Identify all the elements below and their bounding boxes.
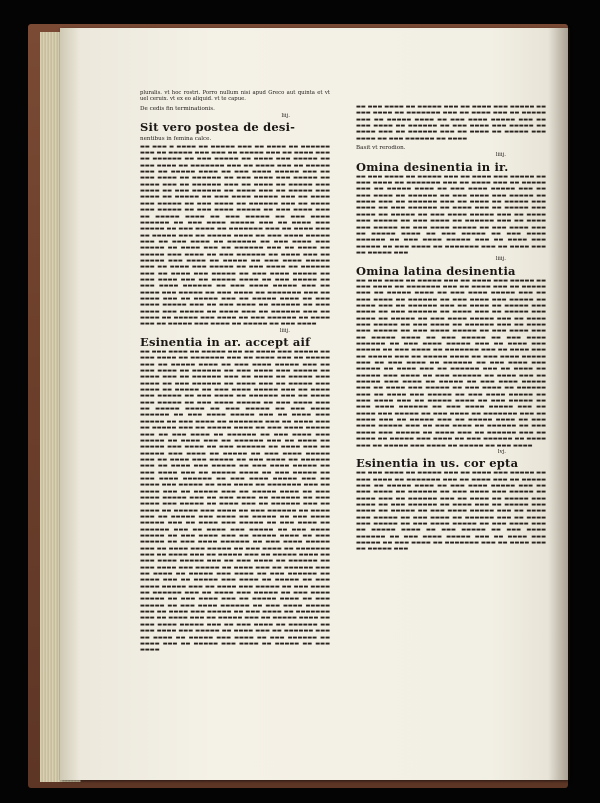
right-text-column (356, 104, 546, 736)
right-section-number: liiij. (495, 152, 506, 159)
right-head-note: Basit vt rerodion. (356, 145, 406, 152)
left-section-number: liij. (281, 113, 290, 120)
gutter-shadow (548, 28, 570, 780)
left-section-heading: De cedis fin terminationis. (140, 105, 215, 112)
right-lead-line: Omina desinentia in ir. (356, 159, 509, 174)
right-section-number-3: lvj. (497, 448, 506, 455)
right-lead-line-2: Omina latina desinentia (356, 263, 516, 278)
left-text-column (140, 90, 330, 760)
right-section-number-2: liiij. (495, 256, 506, 263)
left-lead-line-2: Esinentia in ar. accept aif (140, 335, 311, 350)
left-body-block-2: ▬▬ ▬▬▬ ▬▬▬▬ ▬▬ ▬▬▬▬▬ ▬▬▬ ▬▬ ▬▬▬▬ ▬▬▬ ▬▬▬▬▬ ▬▬ ▬▬▬ ▬▬▬▬ ▬▬ ▬▬▬▬▬▬▬ ▬▬▬ ▬▬ ▬▬▬▬ ▬▬▬ ▬▬ ▬▬▬▬▬ ▬▬▬ ▬▬ ▬▬▬▬▬ ▬▬▬▬ ▬▬ ▬▬▬ ▬▬▬▬ ▬▬▬▬▬ ▬▬▬ ▬▬ ▬▬▬ ▬▬▬▬ ▬▬ ▬▬▬▬▬▬ ▬▬ ▬▬▬ ▬▬▬▬ ▬▬▬ ▬▬▬▬▬ ▬▬ ▬▬▬▬ ▬▬▬ ▬▬ ▬▬▬▬▬▬ ▬▬▬ ▬▬ ▬▬▬▬ ▬▬ ▬▬▬▬▬ ▬▬▬ ▬▬▬▬ ▬▬ ▬▬▬ ▬▬▬▬▬▬ ▬▬ ▬▬▬▬ ▬▬▬ ▬▬ ▬▬▬▬▬ ▬▬▬ ▬▬▬▬ ▬▬ ▬▬▬▬▬ ▬▬ ▬▬▬ ▬▬▬▬ ▬▬▬▬▬ ▬▬▬ ▬▬ ▬▬▬▬ ▬▬▬ ▬▬▬▬▬ ▬▬ ▬▬▬ ▬▬▬▬ ▬▬ ▬▬▬▬▬▬ ▬▬▬ ▬▬ ▬▬▬▬ ▬▬▬ ▬▬▬▬▬ ▬▬ ▬▬▬ ▬▬▬▬ ▬▬▬▬▬ ▬▬ ▬▬▬ ▬▬▬▬ ▬▬▬ ▬▬ ▬▬▬▬▬ ▬▬▬▬ ▬▬ ▬▬▬ ▬▬▬▬▬ ▬▬ ▬▬▬ ▬▬▬▬ ▬▬▬▬▬▬ ▬▬ ▬▬▬ ▬▬▬▬ ▬▬▬▬▬ ▬▬▬ ▬▬ ▬▬▬▬ ▬▬▬ ▬▬▬▬▬ ▬▬ ▬▬▬ ▬▬▬▬ ▬▬ ▬▬▬▬▬▬▬ ▬▬▬ ▬▬ ▬▬▬▬ ▬▬▬ ▬▬ ▬▬▬▬▬ ▬▬▬ ▬▬ ▬▬▬▬▬ ▬▬▬▬ ▬▬ ▬▬▬ ▬▬▬▬ ▬▬▬▬▬ ▬▬▬ ▬▬ ▬▬▬ ▬▬▬▬ ▬▬ ▬▬▬▬▬▬ ▬▬ ▬▬▬ ▬▬▬▬ ▬▬▬ ▬▬▬▬▬ ▬▬ ▬▬▬▬ ▬▬▬ ▬▬ ▬▬▬▬▬▬ ▬▬▬ ▬▬ ▬▬▬▬ ▬▬ ▬▬▬▬▬ ▬▬▬ ▬▬▬▬ ▬▬ ▬▬▬ ▬▬▬▬▬▬ ▬▬ ▬▬▬▬ ▬▬▬ ▬▬ ▬▬▬▬▬ ▬▬▬ ▬▬▬▬ ▬▬ ▬▬▬▬▬ ▬▬ ▬▬▬ ▬▬▬▬ ▬▬▬▬▬ ▬▬▬ ▬▬ ▬▬▬▬ ▬▬▬ ▬▬▬▬▬ ▬▬ ▬▬▬ ▬▬▬▬ ▬▬ ▬▬▬▬▬▬ ▬▬▬ ▬▬ ▬▬▬▬ ▬▬▬ ▬▬▬▬▬ ▬▬ ▬▬▬ ▬▬▬▬ ▬▬▬▬▬ ▬▬ ▬▬▬ ▬▬▬▬ ▬▬▬ ▬▬ ▬▬▬▬▬ ▬▬▬▬ ▬▬ ▬▬▬ ▬▬▬▬▬ ▬▬ ▬▬▬ ▬▬▬▬ ▬▬▬▬▬▬ ▬▬ ▬▬▬ ▬▬▬▬ ▬▬▬▬▬ ▬▬▬ ▬▬ ▬▬▬▬ ▬▬▬ ▬▬▬▬▬ ▬▬ ▬▬▬ ▬▬▬▬ ▬▬ ▬▬▬▬▬▬▬ ▬▬▬ ▬▬ ▬▬▬▬ ▬▬▬ ▬▬ ▬▬▬▬▬ ▬▬▬ ▬▬ ▬▬▬▬▬ ▬▬▬▬ ▬▬ ▬▬▬ ▬▬▬▬ ▬▬▬▬▬ ▬▬▬ ▬▬ ▬▬▬ ▬▬▬▬ ▬▬ ▬▬▬▬▬▬ ▬▬ ▬▬▬ ▬▬▬▬ ▬▬▬ ▬▬▬▬▬ ▬▬ ▬▬▬▬ ▬▬▬ ▬▬ ▬▬▬▬▬▬ ▬▬▬ ▬▬ ▬▬▬▬ ▬▬ ▬▬▬▬▬ ▬▬▬ ▬▬▬▬ ▬▬ ▬▬▬ ▬▬▬▬▬▬ ▬▬ ▬▬▬▬ ▬▬▬ ▬▬ ▬▬▬▬▬ ▬▬▬ ▬▬▬▬ ▬▬ ▬▬▬▬▬ ▬▬ ▬▬▬ ▬▬▬▬ ▬▬▬▬▬ ▬▬▬ ▬▬ ▬▬▬▬ ▬▬▬ ▬▬▬▬▬ ▬▬ ▬▬▬ ▬▬▬▬ ▬▬ ▬▬▬▬▬▬ ▬▬▬ ▬▬ ▬▬▬▬ ▬▬▬ ▬▬▬▬▬ ▬▬ ▬▬▬ ▬▬▬▬ ▬▬▬▬▬ ▬▬ ▬▬▬ ▬▬▬▬ ▬▬▬ ▬▬ ▬▬▬▬▬ ▬▬▬▬ ▬▬ ▬▬▬ ▬▬▬▬▬ ▬▬ ▬▬▬ ▬▬▬▬ ▬▬▬▬▬▬ ▬▬ ▬▬▬ ▬▬▬▬ ▬▬▬▬▬ ▬▬▬ ▬▬ ▬▬▬▬ ▬▬▬ ▬▬▬▬▬ ▬▬ ▬▬▬ ▬▬▬▬ ▬▬ ▬▬▬▬▬▬▬ ▬▬▬ ▬▬ ▬▬▬▬ ▬▬▬ ▬▬ ▬▬▬▬▬ ▬▬▬ ▬▬ ▬▬▬▬▬ ▬▬▬▬ ▬▬ ▬▬▬ ▬▬▬▬ ▬▬▬▬▬ ▬▬▬ ▬▬ ▬▬▬ ▬▬▬▬ ▬▬ ▬▬▬▬▬▬ ▬▬ ▬▬▬ ▬▬▬▬ ▬▬▬ ▬▬▬▬▬ ▬▬ ▬▬▬▬ ▬▬▬ ▬▬ ▬▬▬▬▬▬ ▬▬▬ ▬▬ ▬▬▬▬ ▬▬ ▬▬▬▬▬ ▬▬▬ ▬▬▬▬ ▬▬ ▬▬▬ ▬▬▬▬▬▬ ▬▬ ▬▬▬▬ ▬▬▬ ▬▬ ▬▬▬▬▬ ▬▬▬ ▬▬▬▬ ▬▬ ▬▬▬▬▬ ▬▬ ▬▬▬ ▬▬▬▬ ▬▬▬▬▬ ▬▬▬ ▬▬ ▬▬▬▬ ▬▬▬ ▬▬▬▬▬ ▬▬ ▬▬▬ ▬▬▬▬ ▬▬ ▬▬▬▬▬▬ ▬▬▬ ▬▬ ▬▬▬▬ ▬▬▬ ▬▬▬▬▬ ▬▬ ▬▬▬ ▬▬▬▬ ▬▬▬▬▬ ▬▬ ▬▬▬ ▬▬▬▬ ▬▬▬ ▬▬ ▬▬▬▬▬ ▬▬▬▬ ▬▬ ▬▬▬ ▬▬▬▬▬ ▬▬ ▬▬▬ ▬▬▬▬ ▬▬▬▬▬▬ ▬▬ ▬▬▬ ▬▬▬▬ ▬▬▬▬▬ ▬▬▬ ▬▬ ▬▬▬▬ ▬▬▬ ▬▬▬▬▬ ▬▬ ▬▬▬ ▬▬▬▬ ▬▬ ▬▬▬▬▬▬▬ ▬▬▬ ▬▬ ▬▬▬▬ ▬▬▬ ▬▬ ▬▬▬▬▬ ▬▬▬ ▬▬ ▬▬▬▬▬ ▬▬▬▬ ▬▬ ▬▬▬ ▬▬▬▬ ▬▬▬▬▬ ▬▬▬ ▬▬ ▬▬▬ ▬▬▬▬ ▬▬ ▬▬▬▬▬▬ ▬▬ ▬▬▬ ▬▬▬▬ ▬▬▬ ▬▬▬▬▬ ▬▬ ▬▬▬▬ ▬▬▬ ▬▬ ▬▬▬▬▬▬ ▬▬▬ ▬▬ ▬▬▬▬ ▬▬ ▬▬▬▬▬ ▬▬▬ ▬▬▬▬ ▬▬ ▬▬▬ ▬▬▬▬▬▬ ▬▬ ▬▬▬▬ ▬▬▬ ▬▬ ▬▬▬▬▬ ▬▬▬ ▬▬▬▬ ▬▬ ▬▬▬▬▬ ▬▬ ▬▬▬ ▬▬▬▬ (140, 349, 330, 654)
left-section-number-2: liiij. (279, 327, 290, 334)
right-lead-line-3: Esinentia in us. cor epta (356, 456, 519, 471)
left-lead-line: Sit vero postea de desi- (140, 120, 296, 135)
right-body-block-0: ▬▬ ▬▬▬ ▬▬▬▬ ▬▬ ▬▬▬▬▬ ▬▬▬ ▬▬ ▬▬▬▬ ▬▬▬ ▬▬▬▬▬ ▬▬ ▬▬▬ ▬▬▬▬ ▬▬ ▬▬▬▬▬▬▬ ▬▬▬ ▬▬ ▬▬▬▬ ▬▬▬ ▬▬ ▬▬▬▬▬ ▬▬▬ ▬▬ ▬▬▬▬▬ ▬▬▬▬ ▬▬ ▬▬▬ ▬▬▬▬ ▬▬▬▬▬ ▬▬▬ ▬▬ ▬▬▬ ▬▬▬▬ ▬▬ ▬▬▬▬▬▬ ▬▬ ▬▬▬ ▬▬▬▬ ▬▬▬ ▬▬▬▬▬ ▬▬ ▬▬▬▬ ▬▬▬ ▬▬ ▬▬▬▬▬▬ ▬▬▬ ▬▬ ▬▬▬▬ ▬▬ ▬▬▬▬▬ ▬▬▬ ▬▬▬▬ ▬▬ ▬▬▬ ▬▬▬▬▬▬ ▬▬ ▬▬▬▬ (356, 104, 546, 142)
left-running-head: pluralis. vt hoc rostri. Porro nullum nisi apud Greco aut quinta et vt uel ceruix. vt ex eo aliquid. vt te capue. (140, 90, 330, 103)
right-body-block-3: ▬▬ ▬▬▬ ▬▬▬▬ ▬▬ ▬▬▬▬▬ ▬▬▬ ▬▬ ▬▬▬▬ ▬▬▬ ▬▬▬▬▬ ▬▬ ▬▬▬ ▬▬▬▬ ▬▬ ▬▬▬▬▬▬▬ ▬▬▬ ▬▬ ▬▬▬▬ ▬▬▬ ▬▬ ▬▬▬▬▬ ▬▬▬ ▬▬ ▬▬▬▬▬ ▬▬▬▬ ▬▬ ▬▬▬ ▬▬▬▬ ▬▬▬▬▬ ▬▬▬ ▬▬ ▬▬▬ ▬▬▬▬ ▬▬ ▬▬▬▬▬▬ ▬▬ ▬▬▬ ▬▬▬▬ ▬▬▬ ▬▬▬▬▬ ▬▬ ▬▬▬▬ ▬▬▬ ▬▬ ▬▬▬▬▬▬ ▬▬▬ ▬▬ ▬▬▬▬ ▬▬ ▬▬▬▬▬ ▬▬▬ ▬▬▬▬ ▬▬ ▬▬▬ ▬▬▬▬▬▬ ▬▬ ▬▬▬▬ ▬▬▬ ▬▬ ▬▬▬▬▬ ▬▬▬ ▬▬▬▬ ▬▬ ▬▬▬▬▬ ▬▬ ▬▬▬ ▬▬▬▬ ▬▬▬▬▬ ▬▬▬ ▬▬ ▬▬▬▬ ▬▬▬ ▬▬▬▬▬ ▬▬ ▬▬▬ ▬▬▬▬ ▬▬ ▬▬▬▬▬▬ ▬▬▬ ▬▬ ▬▬▬▬ ▬▬▬ ▬▬▬▬▬ ▬▬ ▬▬▬ ▬▬▬▬ ▬▬▬▬▬ ▬▬ ▬▬▬ ▬▬▬▬ ▬▬▬ ▬▬ ▬▬▬▬▬ ▬▬▬▬ ▬▬ ▬▬▬ ▬▬▬▬▬ ▬▬ ▬▬▬ ▬▬▬▬ ▬▬▬▬▬▬ ▬▬ ▬▬▬ ▬▬▬▬ ▬▬▬▬▬ ▬▬▬ ▬▬ ▬▬▬▬ ▬▬▬ ▬▬▬▬▬ ▬▬ ▬▬▬ ▬▬▬▬ ▬▬ ▬▬▬▬▬▬▬ ▬▬▬ ▬▬ ▬▬▬▬ ▬▬▬ ▬▬ ▬▬▬▬▬ ▬▬▬ (356, 470, 546, 553)
left-body-block-1: ▬▬ ▬▬▬ ▬ ▬▬▬▬ ▬▬ ▬▬▬▬▬ ▬▬▬ ▬▬ ▬▬▬▬ ▬▬ ▬▬▬▬▬▬ ▬▬▬ ▬▬ ▬▬▬▬▬ ▬▬▬ ▬▬▬ ▬▬ ▬▬▬▬▬ ▬▬▬ ▬▬ ▬▬▬▬ ▬▬▬ ▬▬ ▬▬▬▬▬▬ ▬▬ ▬▬▬ ▬▬▬▬▬ ▬▬ ▬▬▬▬ ▬▬▬ ▬▬▬▬▬ ▬▬ ▬▬▬ ▬▬▬▬ ▬▬ ▬▬▬▬▬▬▬ ▬▬▬ ▬▬ ▬▬▬▬ ▬▬▬ ▬▬ ▬▬▬▬▬ ▬▬▬ ▬▬ ▬▬▬▬▬ ▬▬▬▬ ▬▬ ▬▬▬ ▬▬▬▬ ▬▬▬▬▬ ▬▬▬ ▬▬ ▬▬▬ ▬▬▬▬ ▬▬ ▬▬▬▬▬▬ ▬▬ ▬▬▬ ▬▬▬▬ ▬▬▬ ▬▬▬▬▬ ▬▬ ▬▬▬▬ ▬▬▬ ▬▬ ▬▬▬▬▬▬ ▬▬▬ ▬▬ ▬▬▬▬ ▬▬ ▬▬▬▬▬ ▬▬▬ ▬▬▬▬ ▬▬ ▬▬▬ ▬▬▬▬▬▬ ▬▬ ▬▬▬▬ ▬▬▬ ▬▬ ▬▬▬▬▬ ▬▬▬ ▬▬▬▬ ▬▬ ▬▬▬▬▬ ▬▬ ▬▬▬ ▬▬▬▬ ▬▬▬▬▬ ▬▬▬ ▬▬ ▬▬▬▬ ▬▬▬ ▬▬▬▬▬ ▬▬ ▬▬▬ ▬▬▬▬ ▬▬ ▬▬▬▬▬▬ ▬▬▬ ▬▬ ▬▬▬▬ ▬▬▬ ▬▬▬▬▬ ▬▬ ▬▬▬ ▬▬▬▬ ▬▬▬▬▬ ▬▬ ▬▬▬ ▬▬▬▬ ▬▬▬ ▬▬ ▬▬▬▬▬ ▬▬▬▬ ▬▬ ▬▬▬ ▬▬▬▬▬ ▬▬ ▬▬▬ ▬▬▬▬ ▬▬▬▬▬▬ ▬▬ ▬▬▬ ▬▬▬▬ ▬▬▬▬▬ ▬▬▬ ▬▬ ▬▬▬▬ ▬▬▬ ▬▬▬▬▬ ▬▬ ▬▬▬ ▬▬▬▬ ▬▬ ▬▬▬▬▬▬▬ ▬▬▬ ▬▬ ▬▬▬▬ ▬▬▬ ▬▬ ▬▬▬▬▬ ▬▬▬ ▬▬ ▬▬▬▬▬ ▬▬▬▬ ▬▬ ▬▬▬ ▬▬▬▬ ▬▬▬▬▬ ▬▬▬ ▬▬ ▬▬▬ ▬▬▬▬ ▬▬ ▬▬▬▬▬▬ ▬▬ ▬▬▬ ▬▬▬▬ ▬▬▬ ▬▬▬▬▬ ▬▬ ▬▬▬▬ ▬▬▬ ▬▬ ▬▬▬▬▬▬ ▬▬▬ ▬▬ ▬▬▬▬ ▬▬ ▬▬▬▬▬ ▬▬▬ ▬▬▬▬ ▬▬ ▬▬▬ ▬▬▬▬▬▬ ▬▬ ▬▬▬▬ ▬▬▬ ▬▬ ▬▬▬▬▬ ▬▬▬ ▬▬▬▬ ▬▬ ▬▬▬▬▬ ▬▬ ▬▬▬ ▬▬▬▬ ▬▬▬▬▬ ▬▬▬ ▬▬ ▬▬▬▬ ▬▬▬ ▬▬▬▬▬ ▬▬ ▬▬▬ ▬▬▬▬ ▬▬ ▬▬▬▬▬▬ ▬▬▬ ▬▬ ▬▬▬▬ ▬▬▬ ▬▬▬▬▬ ▬▬ ▬▬▬ ▬▬▬▬ ▬▬▬▬▬ ▬▬ ▬▬▬ ▬▬▬▬ ▬▬▬ ▬▬ ▬▬▬▬▬ ▬▬▬▬ ▬▬ ▬▬▬ ▬▬▬▬▬ ▬▬ ▬▬▬ ▬▬▬▬ ▬▬▬▬▬▬ ▬▬ ▬▬▬ ▬▬▬▬ ▬▬▬▬▬ ▬▬▬ ▬▬ ▬▬▬▬ ▬▬▬ ▬▬▬▬▬ ▬▬ ▬▬▬ ▬▬▬▬ ▬▬ ▬▬▬▬▬▬▬ ▬▬▬ ▬▬ ▬▬▬▬ ▬▬▬ ▬▬ ▬▬▬▬▬ ▬▬▬ ▬▬ ▬▬▬▬▬ ▬▬▬▬ ▬▬ ▬▬▬ ▬▬▬▬ ▬▬▬▬▬ ▬▬▬ ▬▬ ▬▬▬ ▬▬▬▬ ▬▬ ▬▬▬▬▬▬ ▬▬ ▬▬▬ ▬▬▬▬ ▬▬▬ ▬▬▬▬▬ ▬▬ ▬▬▬▬ ▬▬▬ ▬▬ ▬▬▬▬▬▬ ▬▬▬ ▬▬ ▬▬▬▬ ▬▬ ▬▬▬▬▬ ▬▬▬ ▬▬▬▬ ▬▬ ▬▬▬ ▬▬▬▬▬▬ ▬▬ ▬▬▬▬ ▬▬▬ ▬▬ ▬▬▬▬▬ ▬▬▬ ▬▬▬▬ ▬▬ ▬▬▬▬▬ ▬▬ ▬▬▬ ▬▬▬▬ (140, 143, 330, 328)
right-body-block-2: ▬▬ ▬▬▬ ▬▬▬▬ ▬▬ ▬▬▬▬▬ ▬▬▬ ▬▬ ▬▬▬▬ ▬▬▬ ▬▬▬▬▬ ▬▬ ▬▬▬ ▬▬▬▬ ▬▬ ▬▬▬▬▬▬▬ ▬▬▬ ▬▬ ▬▬▬▬ ▬▬▬ ▬▬ ▬▬▬▬▬ ▬▬▬ ▬▬ ▬▬▬▬▬ ▬▬▬▬ ▬▬ ▬▬▬ ▬▬▬▬ ▬▬▬▬▬ ▬▬▬ ▬▬ ▬▬▬ ▬▬▬▬ ▬▬ ▬▬▬▬▬▬ ▬▬ ▬▬▬ ▬▬▬▬ ▬▬▬ ▬▬▬▬▬ ▬▬ ▬▬▬▬ ▬▬▬ ▬▬ ▬▬▬▬▬▬ ▬▬▬ ▬▬ ▬▬▬▬ ▬▬ ▬▬▬▬▬ ▬▬▬ ▬▬▬▬ ▬▬ ▬▬▬ ▬▬▬▬▬▬ ▬▬ ▬▬▬▬ ▬▬▬ ▬▬ ▬▬▬▬▬ ▬▬▬ ▬▬▬▬ ▬▬ ▬▬▬▬▬ ▬▬ ▬▬▬ ▬▬▬▬ ▬▬▬▬▬ ▬▬▬ ▬▬ ▬▬▬▬ ▬▬▬ ▬▬▬▬▬ ▬▬ ▬▬▬ ▬▬▬▬ ▬▬ ▬▬▬▬▬▬ ▬▬▬ ▬▬ ▬▬▬▬ ▬▬▬ ▬▬▬▬▬ ▬▬ ▬▬▬ ▬▬▬▬ ▬▬▬▬▬ ▬▬ ▬▬▬ ▬▬▬▬ ▬▬▬ ▬▬ ▬▬▬▬▬ ▬▬▬▬ ▬▬ ▬▬▬ ▬▬▬▬▬ ▬▬ ▬▬▬ ▬▬▬▬ ▬▬▬▬▬▬ ▬▬ ▬▬▬ ▬▬▬▬ ▬▬▬▬▬ ▬▬▬ ▬▬ ▬▬▬▬ ▬▬▬ ▬▬▬▬▬ ▬▬ ▬▬▬ ▬▬▬▬ ▬▬ ▬▬▬▬▬▬▬ ▬▬▬ ▬▬ ▬▬▬▬ ▬▬▬ ▬▬ ▬▬▬▬▬ ▬▬▬ ▬▬ ▬▬▬▬▬ ▬▬▬▬ ▬▬ ▬▬▬ ▬▬▬▬ ▬▬▬▬▬ ▬▬▬ ▬▬ ▬▬▬ ▬▬▬▬ ▬▬ ▬▬▬▬▬▬ ▬▬ ▬▬▬ ▬▬▬▬ ▬▬▬ ▬▬▬▬▬ ▬▬ ▬▬▬▬ ▬▬▬ ▬▬ ▬▬▬▬▬▬ ▬▬▬ ▬▬ ▬▬▬▬ ▬▬ ▬▬▬▬▬ ▬▬▬ ▬▬▬▬ ▬▬ ▬▬▬ ▬▬▬▬▬▬ ▬▬ ▬▬▬▬ ▬▬▬ ▬▬ ▬▬▬▬▬ ▬▬▬ ▬▬▬▬ ▬▬ ▬▬▬▬▬ ▬▬ ▬▬▬ ▬▬▬▬ ▬▬▬▬▬ ▬▬▬ ▬▬ ▬▬▬▬ ▬▬▬ ▬▬▬▬▬ ▬▬ ▬▬▬ ▬▬▬▬ ▬▬ ▬▬▬▬▬▬ ▬▬▬ ▬▬ ▬▬▬▬ ▬▬▬ ▬▬▬▬▬ ▬▬ ▬▬▬ ▬▬▬▬ ▬▬▬▬▬ ▬▬ ▬▬▬ ▬▬▬▬ ▬▬▬ ▬▬ ▬▬▬▬▬ ▬▬▬▬ ▬▬ ▬▬▬ ▬▬▬▬▬ ▬▬ ▬▬▬ ▬▬▬▬ ▬▬▬▬▬▬ ▬▬ ▬▬▬ ▬▬▬▬ ▬▬▬▬▬ ▬▬▬ ▬▬ ▬▬▬▬ ▬▬▬ ▬▬▬▬▬ ▬▬ ▬▬▬ ▬▬▬▬ ▬▬ ▬▬▬▬▬▬▬ ▬▬▬ ▬▬ ▬▬▬▬ ▬▬▬ ▬▬ ▬▬▬▬▬ ▬▬▬ ▬▬ ▬▬▬▬▬ ▬▬▬▬ ▬▬ ▬▬▬ ▬▬▬▬ ▬▬▬▬▬ ▬▬▬ ▬▬ ▬▬▬ ▬▬▬▬ ▬▬ ▬▬▬▬▬▬ ▬▬ ▬▬▬ ▬▬▬▬ ▬▬▬ ▬▬▬▬▬ ▬▬ ▬▬▬▬ ▬▬▬ ▬▬ ▬▬▬▬▬▬ ▬▬▬ ▬▬ ▬▬▬▬ ▬▬ ▬▬▬▬▬ ▬▬▬ ▬▬▬▬ ▬▬ ▬▬▬ ▬▬▬▬▬▬ ▬▬ ▬▬▬▬ ▬▬▬ ▬▬ ▬▬▬▬▬ ▬▬▬ ▬▬▬▬ ▬▬ ▬▬▬▬▬ ▬▬ ▬▬▬ ▬▬▬▬ (356, 277, 546, 449)
right-body-block-1: ▬▬ ▬▬▬ ▬▬▬▬ ▬▬ ▬▬▬▬▬ ▬▬▬ ▬▬ ▬▬▬▬ ▬▬▬ ▬▬▬▬▬ ▬▬ ▬▬▬ ▬▬▬▬ ▬▬ ▬▬▬▬▬▬▬ ▬▬▬ ▬▬ ▬▬▬▬ ▬▬▬ ▬▬ ▬▬▬▬▬ ▬▬▬ ▬▬ ▬▬▬▬▬ ▬▬▬▬ ▬▬ ▬▬▬ ▬▬▬▬ ▬▬▬▬▬ ▬▬▬ ▬▬ ▬▬▬ ▬▬▬▬ ▬▬ ▬▬▬▬▬▬ ▬▬ ▬▬▬ ▬▬▬▬ ▬▬▬ ▬▬▬▬▬ ▬▬ ▬▬▬▬ ▬▬▬ ▬▬ ▬▬▬▬▬▬ ▬▬▬ ▬▬ ▬▬▬▬ ▬▬ ▬▬▬▬▬ ▬▬▬ ▬▬▬▬ ▬▬ ▬▬▬ ▬▬▬▬▬▬ ▬▬ ▬▬▬▬ ▬▬▬ ▬▬ ▬▬▬▬▬ ▬▬▬ ▬▬▬▬ ▬▬ ▬▬▬▬▬ ▬▬ ▬▬▬ ▬▬▬▬ ▬▬▬▬▬ ▬▬▬ ▬▬ ▬▬▬▬ ▬▬▬ ▬▬▬▬▬ ▬▬ ▬▬▬ ▬▬▬▬ ▬▬ ▬▬▬▬▬▬ ▬▬▬ ▬▬ ▬▬▬▬ ▬▬▬ ▬▬▬▬▬ ▬▬ ▬▬▬ ▬▬▬▬ ▬▬▬▬▬ ▬▬ ▬▬▬ ▬▬▬▬ ▬▬▬ ▬▬ ▬▬▬▬▬ ▬▬▬▬ ▬▬ ▬▬▬ ▬▬▬▬▬ ▬▬ ▬▬▬ ▬▬▬▬ ▬▬▬▬▬▬ ▬▬ ▬▬▬ ▬▬▬▬ ▬▬▬▬▬ ▬▬▬ ▬▬ ▬▬▬▬ ▬▬▬ ▬▬▬▬▬ ▬▬ ▬▬▬ ▬▬▬▬ ▬▬ ▬▬▬▬▬▬▬ ▬▬▬ ▬▬ ▬▬▬▬ ▬▬▬ ▬▬ ▬▬▬▬▬ ▬▬▬ (356, 173, 546, 256)
left-lead-continuation: nentibus in femina calce. (140, 136, 212, 143)
